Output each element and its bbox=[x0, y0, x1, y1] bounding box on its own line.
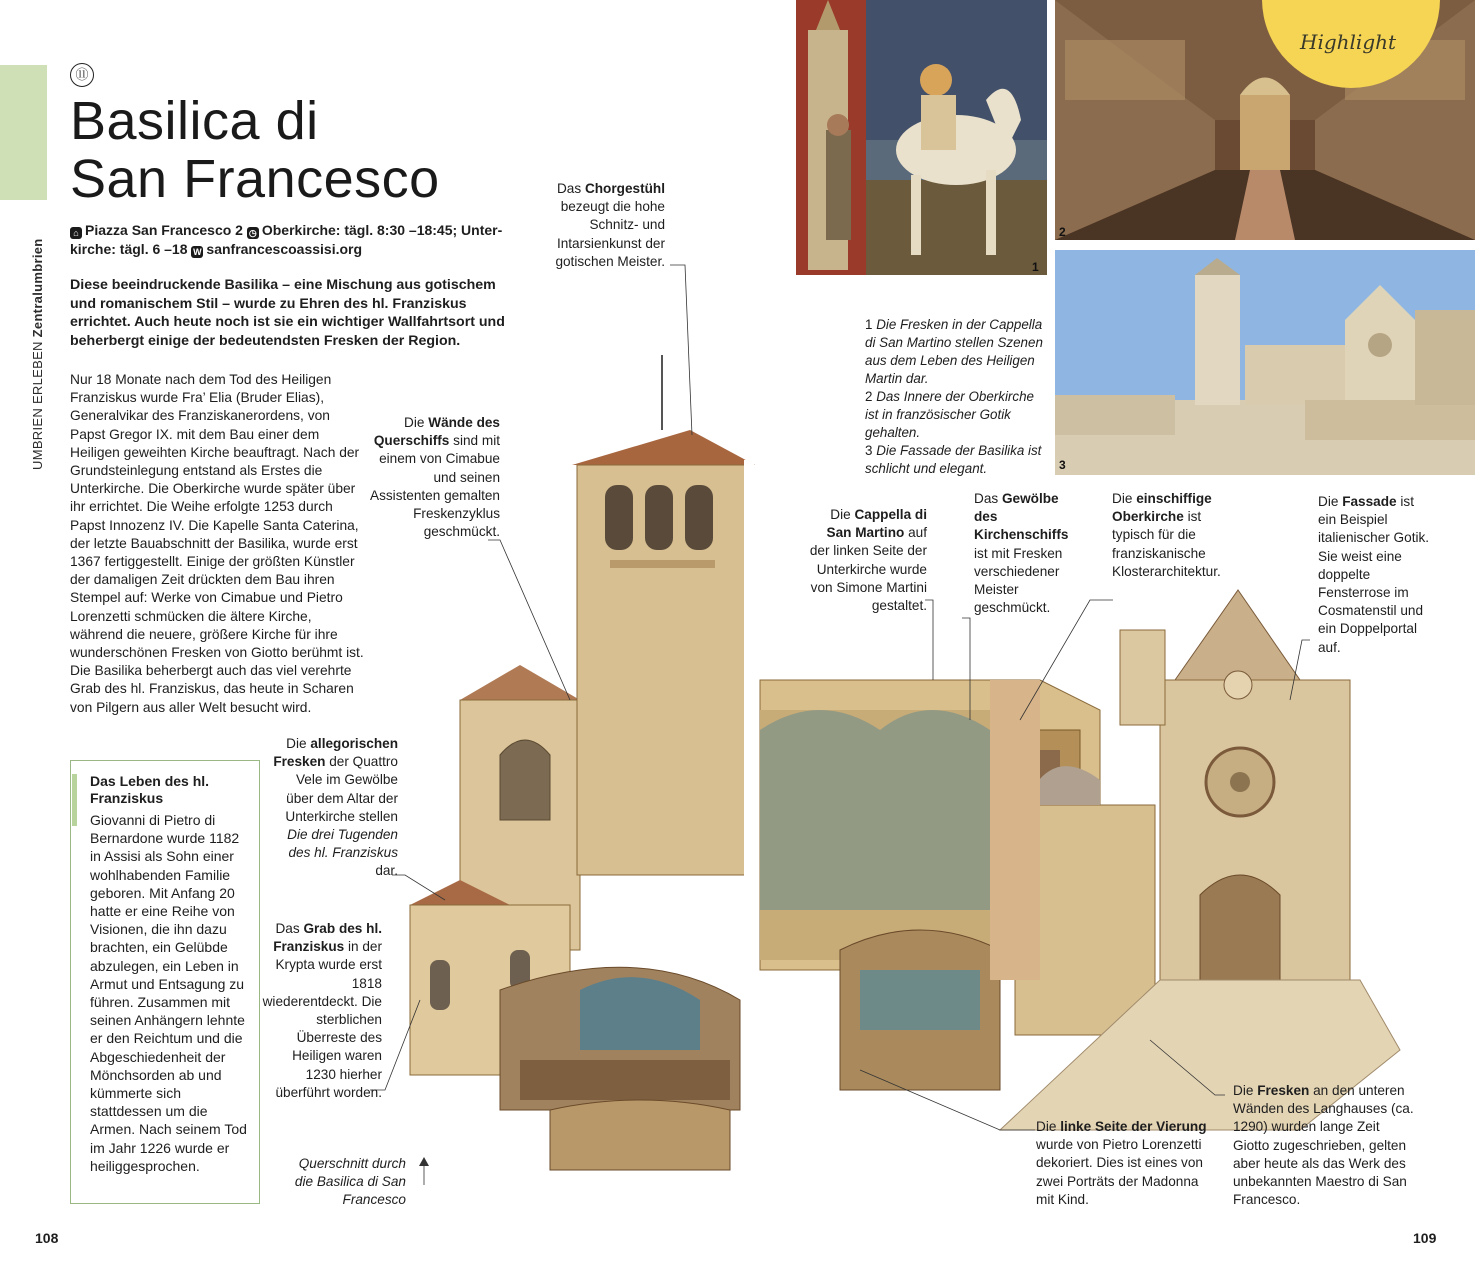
page-title: Basilica di San Francesco bbox=[70, 91, 440, 209]
label-cappella-san-martino: Die Cappella di San Martino auf der linken Seite der Unterkirche wurde von Simone Martini gestaltet. bbox=[809, 507, 927, 614]
photo-captions: 1 Die Fresken in der Cappella di San Martino stellen Szenen aus dem Leben des Heiligen Martin dar. 2 Das Innere der Oberkirche ist in französischer Gotik gehalten. 3 Die Fassade der Basilika ist schlicht und elegant. bbox=[865, 317, 1043, 476]
label-fassade: Die Fassade ist ein Beispiel italienischer Gotik. Sie weist eine doppelte Fensterrose im Cosmatenstil und ein Doppelportal auf. bbox=[1318, 494, 1430, 655]
running-head: UMBRIEN ERLEBEN Zentralumbrien bbox=[30, 238, 45, 470]
label-fresken-langhaus: Die Fresken an den unteren Wänden des Langhauses (ca. 1290) wurden lange Zeit Giotto zugeschrieben, gelten aber heute als das Werk des unbekannten Maestro di San Francesco. bbox=[1233, 1083, 1414, 1208]
label-allegorische-fresken: Die allegorischen Fresken der Quattro Vele im Gewölbe über dem Altar der Unterkirche stellen Die drei Tugenden des hl. Franziskus dar. bbox=[273, 736, 398, 879]
lead-paragraph: Diese beeindruckende Basilika – eine Mischung aus gotischem und romanischem Stil – wurde zu Ehren des hl. Franziskus errichtet. Auch heute noch ist sie ein wichtiger Wallfahrtsort und beherbergt einige der bedeutendsten Fresken der Region. bbox=[70, 277, 505, 349]
label-waende-querschiff: Die Wände des Querschiffs sind mit einem von Cimabue und seinen Assistenten gemalten Freskenzyklus geschmückt. bbox=[370, 415, 500, 540]
page-number-left: 108 bbox=[35, 1230, 59, 1246]
website-link[interactable]: sanfrancescoassisi.org bbox=[206, 241, 363, 257]
body-text: Nur 18 Monate nach dem Tod des Heiligen Franziskus wurde Fra’ Elia (Bruder Elias), Generalvikar des Franziskanerordens, von Papst Gregor IX. mit dem Bau einer dem Heiligen geweihten Kirche beauftragt. Nach der Grundsteinlegung entstand als Erstes die Unterkirche. Die Oberkirche wurde später über ihr errichtet. Die Weihe erfolgte 1253 durch Papst Innozenz IV. Die Kapelle Santa Caterina, der letzte Bauabschnitt der Basilika, wurde erst 1367 fertiggestellt. Einige der größten Künstler der damaligen Zeit drückten dem Bau ihren Stempel auf: Werke von Cimabue und Pietro Lorenzetti schmücken die ältere Kirche, während die neuere, größere Kirche für ihre wunderschönen Fresken von Giotto berühmt ist. Die Basilika beherbergt auch das viel verehrte Grab des hl. Franziskus, das heute in Scharen von Pilgern aus aller Welt besucht wird. bbox=[70, 372, 364, 715]
info-line: ⌂ Piazza San Francesco 2 ◷ Oberkirche: tägl. 8:30 –18:45; Unter- kirche: tägl. 6 –18 W sanfrancescoassisi.org bbox=[70, 222, 503, 257]
clock-icon: ◷ bbox=[247, 227, 259, 239]
label-oberkirche: Die einschiffige Oberkirche ist typisch für die franziskanische Klosterarchitektur. bbox=[1112, 491, 1221, 579]
label-grab-franziskus: Das Grab des hl. Franziskus in der Krypta wurde erst 1818 wiederentdeckt. Die sterblichen Überreste des Heiligen waren 1230 hierher überführt worden. bbox=[262, 921, 382, 1100]
highlight-label: Highlight bbox=[1300, 30, 1397, 54]
photo-basilica-facade: 3 bbox=[1055, 250, 1475, 475]
label-vierung: Die linke Seite der Vierung wurde von Pietro Lorenzetti dekoriert. Dies ist eines von zwei Porträts der Madonna mit Kind. bbox=[1036, 1119, 1207, 1207]
label-querschnitt: Querschnitt durch die Basilica di San Francesco bbox=[294, 1156, 406, 1208]
box-title: Das Leben des hl. Franziskus bbox=[90, 773, 210, 806]
label-gewoelbe: Das Gewölbe des Kirchenschiffs ist mit Fresken verschiedener Meister geschmückt. bbox=[974, 491, 1069, 616]
photo-fresco-san-martino: 1 bbox=[796, 0, 1047, 275]
page-number-right: 109 bbox=[1413, 1230, 1437, 1246]
label-chorgestuehl: Das Chorgestühl bezeugt die hohe Schnitz- und Intarsienkunst der gotischen Meister. bbox=[555, 181, 665, 269]
web-icon: W bbox=[193, 247, 202, 257]
home-icon: ⌂ bbox=[70, 227, 82, 239]
article-number: ⑪ bbox=[70, 63, 94, 87]
box-text: Giovanni di Pietro di Bernardone wurde 1182 in Assisi als Sohn einer wohlhabenden Familie geboren. Mit Anfang 20 hatte er eine Reihe von Visionen, die ihn dazu brachten, ein Gelübde abzulegen, ein Leben in Armut und Entsagung zu führen. Zusammen mit seinen Anhängern lehnte er den Reichtum und die Abgeschiedenheit der Mönchsorden ab und kümmerte sich stattdessen um die Armen. Nach seinem Tod im Jahr 1226 wurde er heiliggesprochen. bbox=[90, 812, 247, 1174]
photo-upper-church-interior: 2 bbox=[1055, 0, 1475, 240]
